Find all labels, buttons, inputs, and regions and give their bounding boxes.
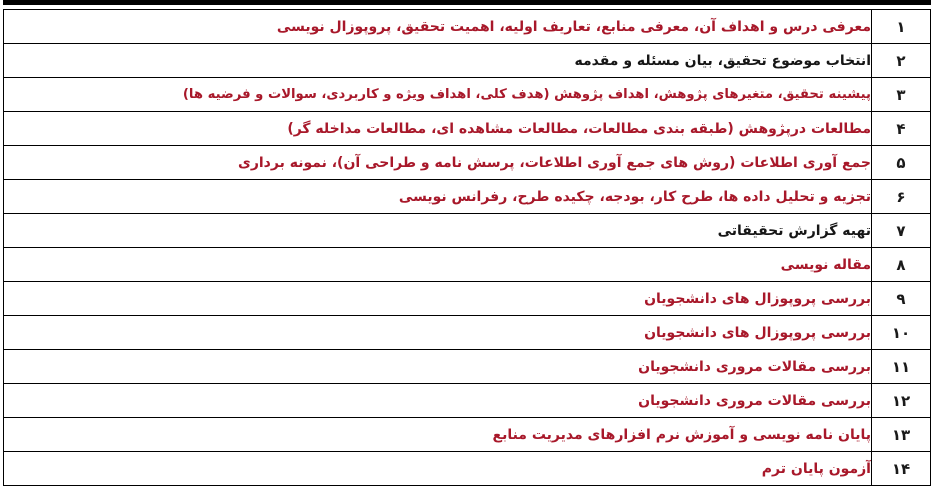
session-topic: تجزیه و تحلیل داده ها، طرح کار، بودجه، چکیده طرح، رفرانس نویسی — [4, 180, 872, 214]
session-number: ۱۰ — [872, 316, 931, 350]
table-row — [4, 418, 931, 452]
session-topic: بررسی مقالات مروری دانشجویان — [4, 350, 872, 384]
table-row — [4, 44, 931, 78]
session-number: ۱۱ — [872, 350, 931, 384]
session-topic: انتخاب موضوع تحقیق، بیان مسئله و مقدمه — [4, 44, 872, 78]
session-topic: پایان نامه نویسی و آموزش نرم افزارهای مدیریت منابع — [4, 418, 872, 452]
table-top-border — [3, 0, 931, 5]
table-row — [4, 282, 931, 316]
session-topic: مطالعات درپژوهش (طبقه بندی مطالعات، مطالعات مشاهده ای، مطالعات مداخله گر) — [4, 112, 872, 146]
table-row — [4, 248, 931, 282]
session-topic: جمع آوری اطلاعات (روش های جمع آوری اطلاعات، پرسش نامه و طراحی آن)، نمونه برداری — [4, 146, 872, 180]
session-topic: مقاله نویسی — [4, 248, 872, 282]
table-row — [4, 350, 931, 384]
session-topic: بررسی پروپوزال های دانشجویان — [4, 282, 872, 316]
session-number: ۴ — [872, 112, 931, 146]
session-topic: آزمون پایان ترم — [4, 452, 872, 486]
table-row — [4, 112, 931, 146]
table-row — [4, 146, 931, 180]
session-number: ۵ — [872, 146, 931, 180]
session-number: ۷ — [872, 214, 931, 248]
table-row — [4, 10, 931, 44]
syllabus-table — [3, 9, 931, 486]
session-number: ۱ — [872, 10, 931, 44]
session-number: ۶ — [872, 180, 931, 214]
session-number: ۹ — [872, 282, 931, 316]
session-number: ۸ — [872, 248, 931, 282]
session-topic: پیشینه تحقیق، متغیرهای پژوهش، اهداف پژوهش (هدف کلی، اهداف ویژه و کاربردی، سوالات و فرضیه ها) — [4, 78, 872, 112]
session-topic: بررسی پروپوزال های دانشجویان — [4, 316, 872, 350]
session-number: ۱۴ — [872, 452, 931, 486]
session-topic: معرفی درس و اهداف آن، معرفی منابع، تعاریف اولیه، اهمیت تحقیق، پروپوزال نویسی — [4, 10, 872, 44]
session-number: ۲ — [872, 44, 931, 78]
table-row — [4, 384, 931, 418]
table-row — [4, 180, 931, 214]
table-row — [4, 78, 931, 112]
session-topic: تهیه گزارش تحقیقاتی — [4, 214, 872, 248]
table-row — [4, 452, 931, 486]
session-number: ۱۳ — [872, 418, 931, 452]
session-number: ۱۲ — [872, 384, 931, 418]
table-row — [4, 214, 931, 248]
session-number: ۳ — [872, 78, 931, 112]
session-topic: بررسی مقالات مروری دانشجویان — [4, 384, 872, 418]
table-row — [4, 316, 931, 350]
